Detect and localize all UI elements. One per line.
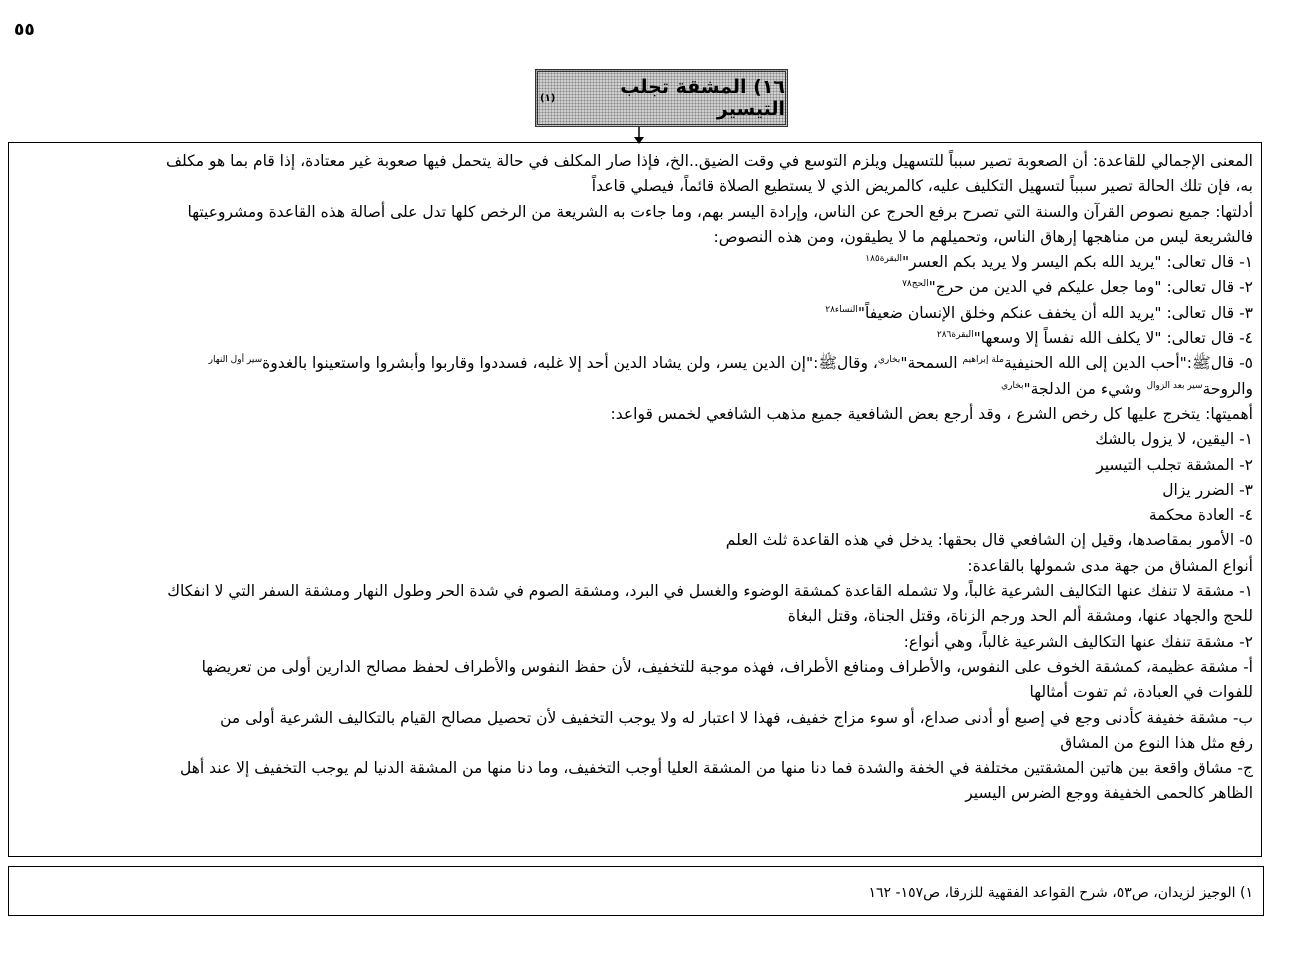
hadith-ref: ملة إبراهيم [962,355,1004,366]
text-line [15,351,1253,376]
text-line: ج- مشاق واقعة بين هاتين المشقتين مختلفة في الخفة والشدة فما دنا منها من المشقة العليا أوجب التخفيف، وما دنا منها من المشقة الدنيا لم يوجب التخفيف إلا عند أهل [180,759,1253,778]
text-line: فالشريعة ليس من مناهجها إرهاق الناس، وتحميلهم ما لا يطيقون، ومن هذه النصوص: [713,227,1253,246]
hadith-text: وشيء من الدلجة" [1023,379,1142,398]
verse-text: ١- قال تعالى: "يريد الله بكم اليسر ولا يريد بكم العسر" [901,253,1253,272]
text-line: أنواع المشاق من جهة مدى شمولها بالقاعدة: [967,556,1253,575]
text-line: ب- مشقة خفيفة كأدنى وجع في إصبع أو أدنى صداع، أو سوء مزاج خفيف، فهذا لا اعتبار له ولا يوجب التخفيف لأن تحصيل مصالح القيام بالتكاليف الشرعية أولى من [220,708,1253,727]
text-line: به، فإن تلك الحالة تصير سبباً لتسهيل التكليف عليه، كالمريض الذي لا يستطيع الصلاة قائماً، فيصلي قاعداً [591,177,1253,196]
text-line [15,275,1253,300]
text-line: ٣- الضرر يزال [1162,480,1253,499]
hadith-ref: بخاري [1001,380,1024,391]
text-line: ٢- المشقة تجلب التيسير [1096,455,1253,474]
hadith-ref: سير بعد الزوال [1146,380,1203,391]
text-line: أهميتها: يتخرج عليها كل رخص الشرع ، وقد أرجع بعض الشافعية جميع مذهب الشافعي لخمس قواعد: [610,404,1253,423]
hadith-text: ٥- قالﷺ:"أحب الدين إلى الله الحنيفية [1003,354,1253,373]
text-line: أ- مشقة عظيمة، كمشقة الخوف على النفوس، والأطراف ومنافع الأطراف، فهذه موجبة للتخفيف، لأن حفظ النفوس والأطراف لحفظ مصالح الدارين أولى من تعريضها [201,657,1253,676]
text-line: الظاهر كالحمى الخفيفة ووجع الضرس اليسير [965,784,1253,803]
hadith-ref: بخاري [877,355,901,366]
hadith-text: ، وقالﷺ:"إن الدين يسر، ولن يشاد الدين أحد إلا غلبه، فسددوا وقاربوا وأبشروا واستعينوا بالغدوة [262,354,878,373]
text-line [15,377,1253,402]
verse-text: ٤- قال تعالى: "لا يكلف الله نفساً إلا وسعها" [973,329,1253,348]
verse-text: ٢- قال تعالى: "وما جعل عليكم في الدين من حرج" [928,278,1253,297]
content-box [8,142,1262,857]
hadith-text: والروحة [1202,379,1253,398]
page-number: ٥٥ [14,20,35,40]
text-line: للحج والجهاد عنها، ومشقة ألم الحد ورجم الزناة، وقتل الجناة، وقتل البغاة [787,607,1253,626]
title-text: ١٦) المشقة تجلب التيسير [620,76,785,120]
verse-text: ٣- قال تعالى: "يريد الله أن يخفف عنكم وخلق الإنسان ضعيفاً" [857,303,1253,322]
text-line [15,250,1253,275]
text-line: أدلتها: جميع نصوص القرآن والسنة التي تصرح برفع الحرج عن الناس، وإرادة اليسر بهم، وما جاءت به الشريعة من الرخص كلها تدل على أصالة هذه القاعدة ومشروعيتها [187,202,1253,221]
verse-ref: النساء٢٨ [825,304,858,315]
hadith-ref: سير أول النهار [208,355,263,366]
footnote-box [8,866,1264,916]
footnote-text: ١) الوجيز لزيدان، ص٥٣، شرح القواعد الفقهية للزرقا، ص١٥٧- ١٦٢ [868,885,1253,901]
verse-ref: البقرة١٨٥ [865,254,902,265]
verse-ref: الحج٧٨ [902,279,929,290]
title-footnote-ref: (١) [540,92,556,104]
hadith-text: السمحة" [900,354,958,373]
text-line: ١- مشقة لا تنفك عنها التكاليف الشرعية غالباً، ولا تشمله القاعدة كمشقة الوضوء والغسل في البرد، ومشقة الصوم في شدة الحر وطول النهار ومشقة السفر التي لا انفكاك [167,582,1253,601]
text-line: للفوات في العبادة، ثم تفوت أمثالها [1029,683,1253,702]
text-line: ٢- مشقة تنفك عنها التكاليف الشرعية غالباً، وهي أنواع: [903,632,1253,651]
text-line [15,301,1253,326]
text-line: رفع مثل هذا النوع من المشاق [1060,733,1253,752]
section-title [535,69,788,127]
text-line [15,326,1253,351]
verse-ref: البقرة٢٨٦ [936,329,974,340]
text-line: ١- اليقين، لا يزول بالشك [1095,430,1253,449]
text-line: ٤- العادة محكمة [1148,506,1253,525]
text-line: ٥- الأمور بمقاصدها، وقيل إن الشافعي قال بحقها: يدخل في هذه القاعدة ثلث العلم [725,531,1253,550]
text-line: المعنى الإجمالي للقاعدة: أن الصعوبة تصير سبباً للتسهيل ويلزم التوسع في وقت الضيق..الخ، فإذا صار المكلف في حالة يتحمل فيها صعوبة غير معتادة، إذا قام بما هو مكلف [166,152,1253,170]
